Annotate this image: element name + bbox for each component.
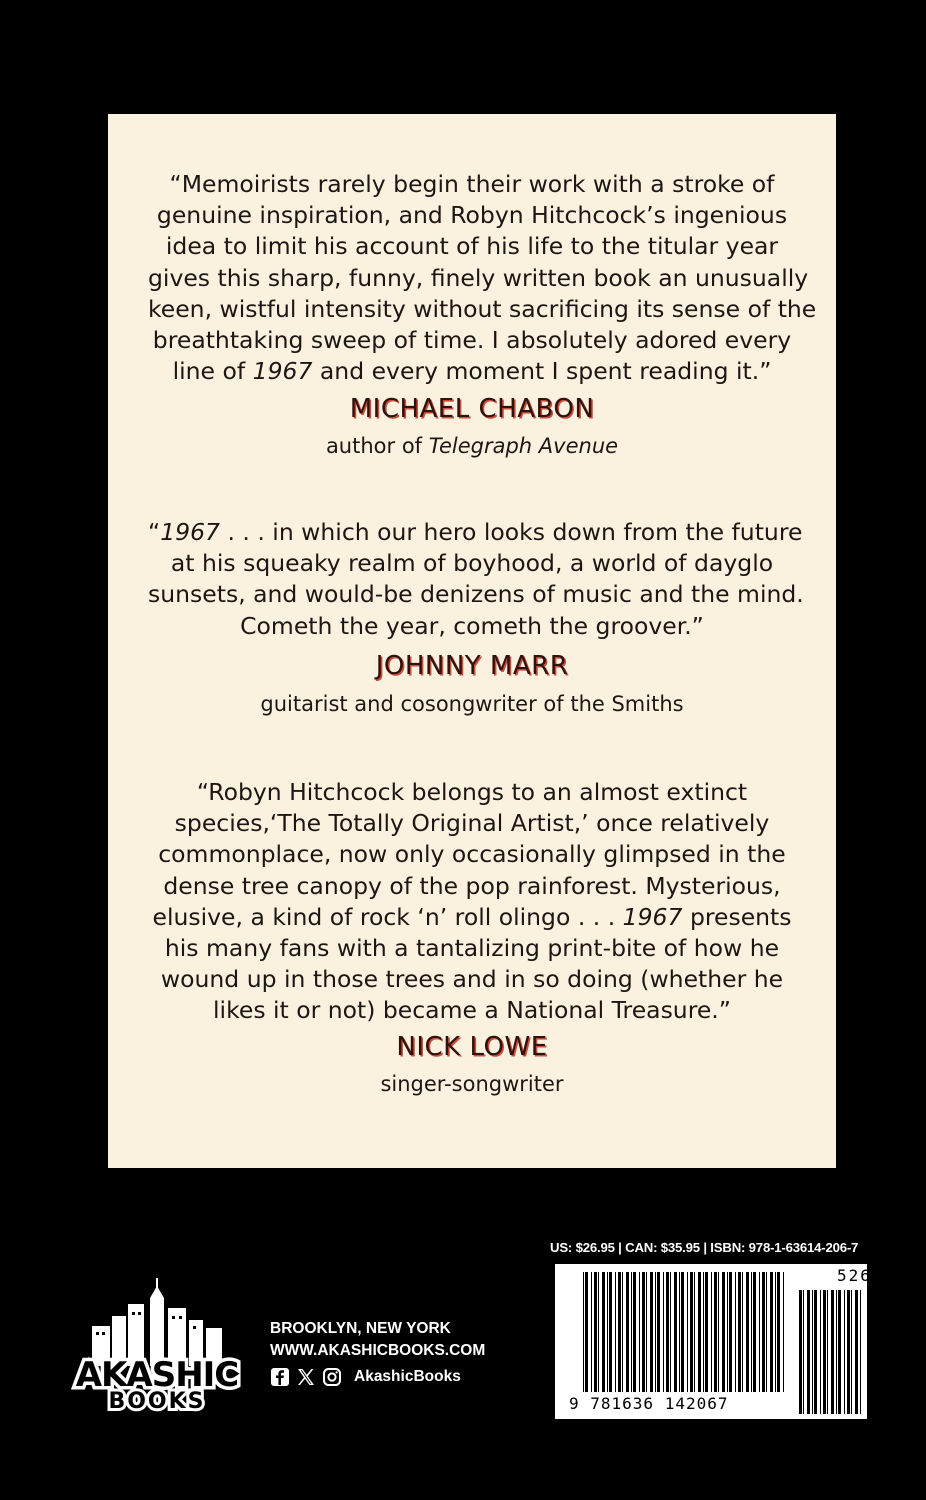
barcode-bar xyxy=(585,1272,588,1392)
blurb-nick-lowe xyxy=(148,777,796,1027)
barcode-bar xyxy=(714,1272,717,1392)
book-title: 1967 xyxy=(622,902,683,931)
barcode-bar xyxy=(711,1272,712,1392)
barcode-bar xyxy=(646,1272,647,1392)
blurb-johnny-marr xyxy=(148,517,804,642)
barcode-bar xyxy=(820,1290,821,1414)
credit-text: author of xyxy=(325,434,429,458)
barcode-bar xyxy=(655,1272,656,1392)
barcode-bar xyxy=(751,1272,752,1392)
barcode-bar xyxy=(738,1272,741,1392)
logo-text-bottom: BOOKS xyxy=(108,1389,206,1413)
x-icon xyxy=(296,1367,316,1387)
barcode-bar xyxy=(753,1272,756,1392)
barcode-bar xyxy=(759,1272,760,1392)
barcode-bar xyxy=(681,1272,684,1392)
barcode-bar xyxy=(847,1290,850,1414)
barcode-bar xyxy=(860,1290,861,1414)
barcode-bar xyxy=(626,1272,629,1392)
social-links xyxy=(270,1366,485,1388)
barcode-bar xyxy=(799,1290,802,1414)
barcode-bar xyxy=(836,1290,837,1414)
publisher-website: WWW.AKASHICBOOKS.COM xyxy=(270,1342,486,1359)
barcode-bar xyxy=(607,1272,608,1392)
barcode-bar xyxy=(591,1272,592,1392)
blurb-line: species,‘The Totally Original Artist,’ once relatively xyxy=(174,809,770,838)
blurb-text: line of xyxy=(172,357,253,386)
barcode-bar xyxy=(639,1272,640,1392)
blurb-text: “ xyxy=(148,518,161,546)
barcode-bar xyxy=(718,1272,719,1392)
blurb-line: likes it or not) became a National Treasure.” xyxy=(213,996,731,1025)
logo-text-top: AKASHIC xyxy=(75,1355,239,1395)
blurb-line: breathtaking sweep of time. I absolutely adored every xyxy=(152,326,792,355)
akashic-books-logo xyxy=(62,1278,252,1413)
barcode-bar xyxy=(674,1272,677,1392)
blurb-author-credit: singer-songwriter xyxy=(380,1072,564,1096)
barcode-bar xyxy=(729,1272,732,1392)
blurb-line: keen, wistful intensity without sacrificing its sense of the xyxy=(148,294,817,323)
blurb-author-credit: guitarist and cosongwriter of the Smiths xyxy=(260,692,684,716)
barcode-bar xyxy=(775,1272,776,1392)
blurb-line: his many fans with a tantalizing print-bite of how he xyxy=(164,934,780,963)
publisher-info xyxy=(270,1318,485,1388)
blurb-author-name: MICHAEL CHABON xyxy=(349,394,595,424)
barcode-bar xyxy=(705,1272,708,1392)
barcode-bar xyxy=(746,1272,749,1392)
blurb-line: genuine inspiration, and Robyn Hitchcock’s ingenious xyxy=(156,201,788,230)
blurb-line: sunsets, and would-be denizens of music and the mind. xyxy=(148,580,804,609)
barcode-bar xyxy=(663,1272,664,1392)
barcode-bar xyxy=(807,1290,810,1414)
blurb-line: Cometh the year, cometh the groover.” xyxy=(240,611,704,640)
barcode-bar xyxy=(615,1272,616,1392)
blurb-line xyxy=(148,902,796,933)
book-title: 1967 xyxy=(160,518,220,546)
barcode-bar xyxy=(642,1272,645,1392)
blurb-line: wound up in those trees and in so doing (whether he xyxy=(160,965,784,994)
barcode-bar xyxy=(831,1290,834,1414)
barcode-bar xyxy=(727,1272,728,1392)
blurb-text: elusive, a kind of rock ‘n’ roll olingo . . . xyxy=(152,902,623,931)
blurb-text: . . . in which our hero looks down from the future xyxy=(220,518,803,546)
blurb-line xyxy=(148,356,796,387)
social-handle: AkashicBooks xyxy=(354,1368,461,1385)
barcode-bar xyxy=(803,1290,804,1414)
barcode-bar xyxy=(650,1272,653,1392)
book-title: 1967 xyxy=(252,357,313,386)
publisher-location: BROOKLYN, NEW YORK xyxy=(270,1320,451,1337)
barcode-bar xyxy=(694,1272,695,1392)
blurb-text: and every moment I spent reading it.” xyxy=(312,357,772,386)
barcode-bar xyxy=(687,1272,688,1392)
barcode-bar xyxy=(827,1290,828,1414)
blurb-line: gives this sharp, funny, finely written book an unusually xyxy=(148,263,809,292)
blurb-author-name: NICK LOWE xyxy=(396,1032,548,1062)
barcode-bar xyxy=(583,1272,584,1392)
barcode-bar xyxy=(812,1290,813,1414)
credit-title: Telegraph Avenue xyxy=(428,434,619,458)
barcode-bar xyxy=(602,1272,605,1392)
barcode-bar xyxy=(742,1272,743,1392)
barcode-bar xyxy=(657,1272,660,1392)
blurb-line: idea to limit his account of his life to the titular year xyxy=(165,232,779,261)
barcode-bar xyxy=(851,1290,852,1414)
blurb-author-name: JOHNNY MARR xyxy=(375,651,569,681)
barcode-ean-digits: 9 781636 142067 xyxy=(569,1394,729,1413)
barcode-bar xyxy=(598,1272,599,1392)
blurb-author-credit xyxy=(108,434,836,458)
blurb-line: at his squeaky realm of boyhood, a world of dayglo xyxy=(170,549,774,578)
barcode-bar xyxy=(766,1272,767,1392)
blurb-michael-chabon xyxy=(148,169,817,387)
barcode-bar xyxy=(844,1290,845,1414)
barcode-bar xyxy=(735,1272,736,1392)
barcode-bar xyxy=(690,1272,693,1392)
blurb-line: dense tree canopy of the pop rainforest. Mysterious, xyxy=(163,871,781,900)
barcode-bar xyxy=(633,1272,636,1392)
blurb-line: “Memoirists rarely begin their work with a stroke of xyxy=(169,170,775,198)
facebook-icon xyxy=(270,1367,290,1387)
price-isbn-line: US: $26.95 | CAN: $35.95 | ISBN: 978-1-63614-206-7 xyxy=(550,1240,859,1255)
barcode-bar xyxy=(703,1272,704,1392)
barcode-bar xyxy=(594,1272,597,1392)
barcode-bar xyxy=(618,1272,621,1392)
barcode-bar xyxy=(814,1290,817,1414)
barcode-bar xyxy=(783,1272,784,1392)
barcode-bar xyxy=(679,1272,680,1392)
barcode-bar xyxy=(855,1290,858,1414)
barcode-bar xyxy=(777,1272,780,1392)
barcode-addon-digits: 52695 xyxy=(837,1266,896,1285)
blurbs-panel xyxy=(108,114,836,1168)
barcode-bar xyxy=(770,1272,773,1392)
barcode-bar xyxy=(622,1272,623,1392)
blurb-line: “Robyn Hitchcock belongs to an almost extinct xyxy=(196,778,748,806)
barcode-bar xyxy=(631,1272,632,1392)
blurb-line xyxy=(148,517,803,548)
barcode-bar xyxy=(838,1290,841,1414)
barcode-bar xyxy=(722,1272,725,1392)
blurb-text: presents xyxy=(682,902,792,931)
barcode-bar xyxy=(609,1272,612,1392)
instagram-icon xyxy=(322,1367,342,1387)
isbn-barcode xyxy=(555,1264,896,1419)
barcode-bar xyxy=(670,1272,671,1392)
barcode-bar xyxy=(762,1272,765,1392)
barcode-bar xyxy=(666,1272,669,1392)
barcode-bar xyxy=(823,1290,826,1414)
barcode-bar xyxy=(698,1272,701,1392)
blurb-line: commonplace, now only occasionally glimpsed in the xyxy=(158,840,786,869)
